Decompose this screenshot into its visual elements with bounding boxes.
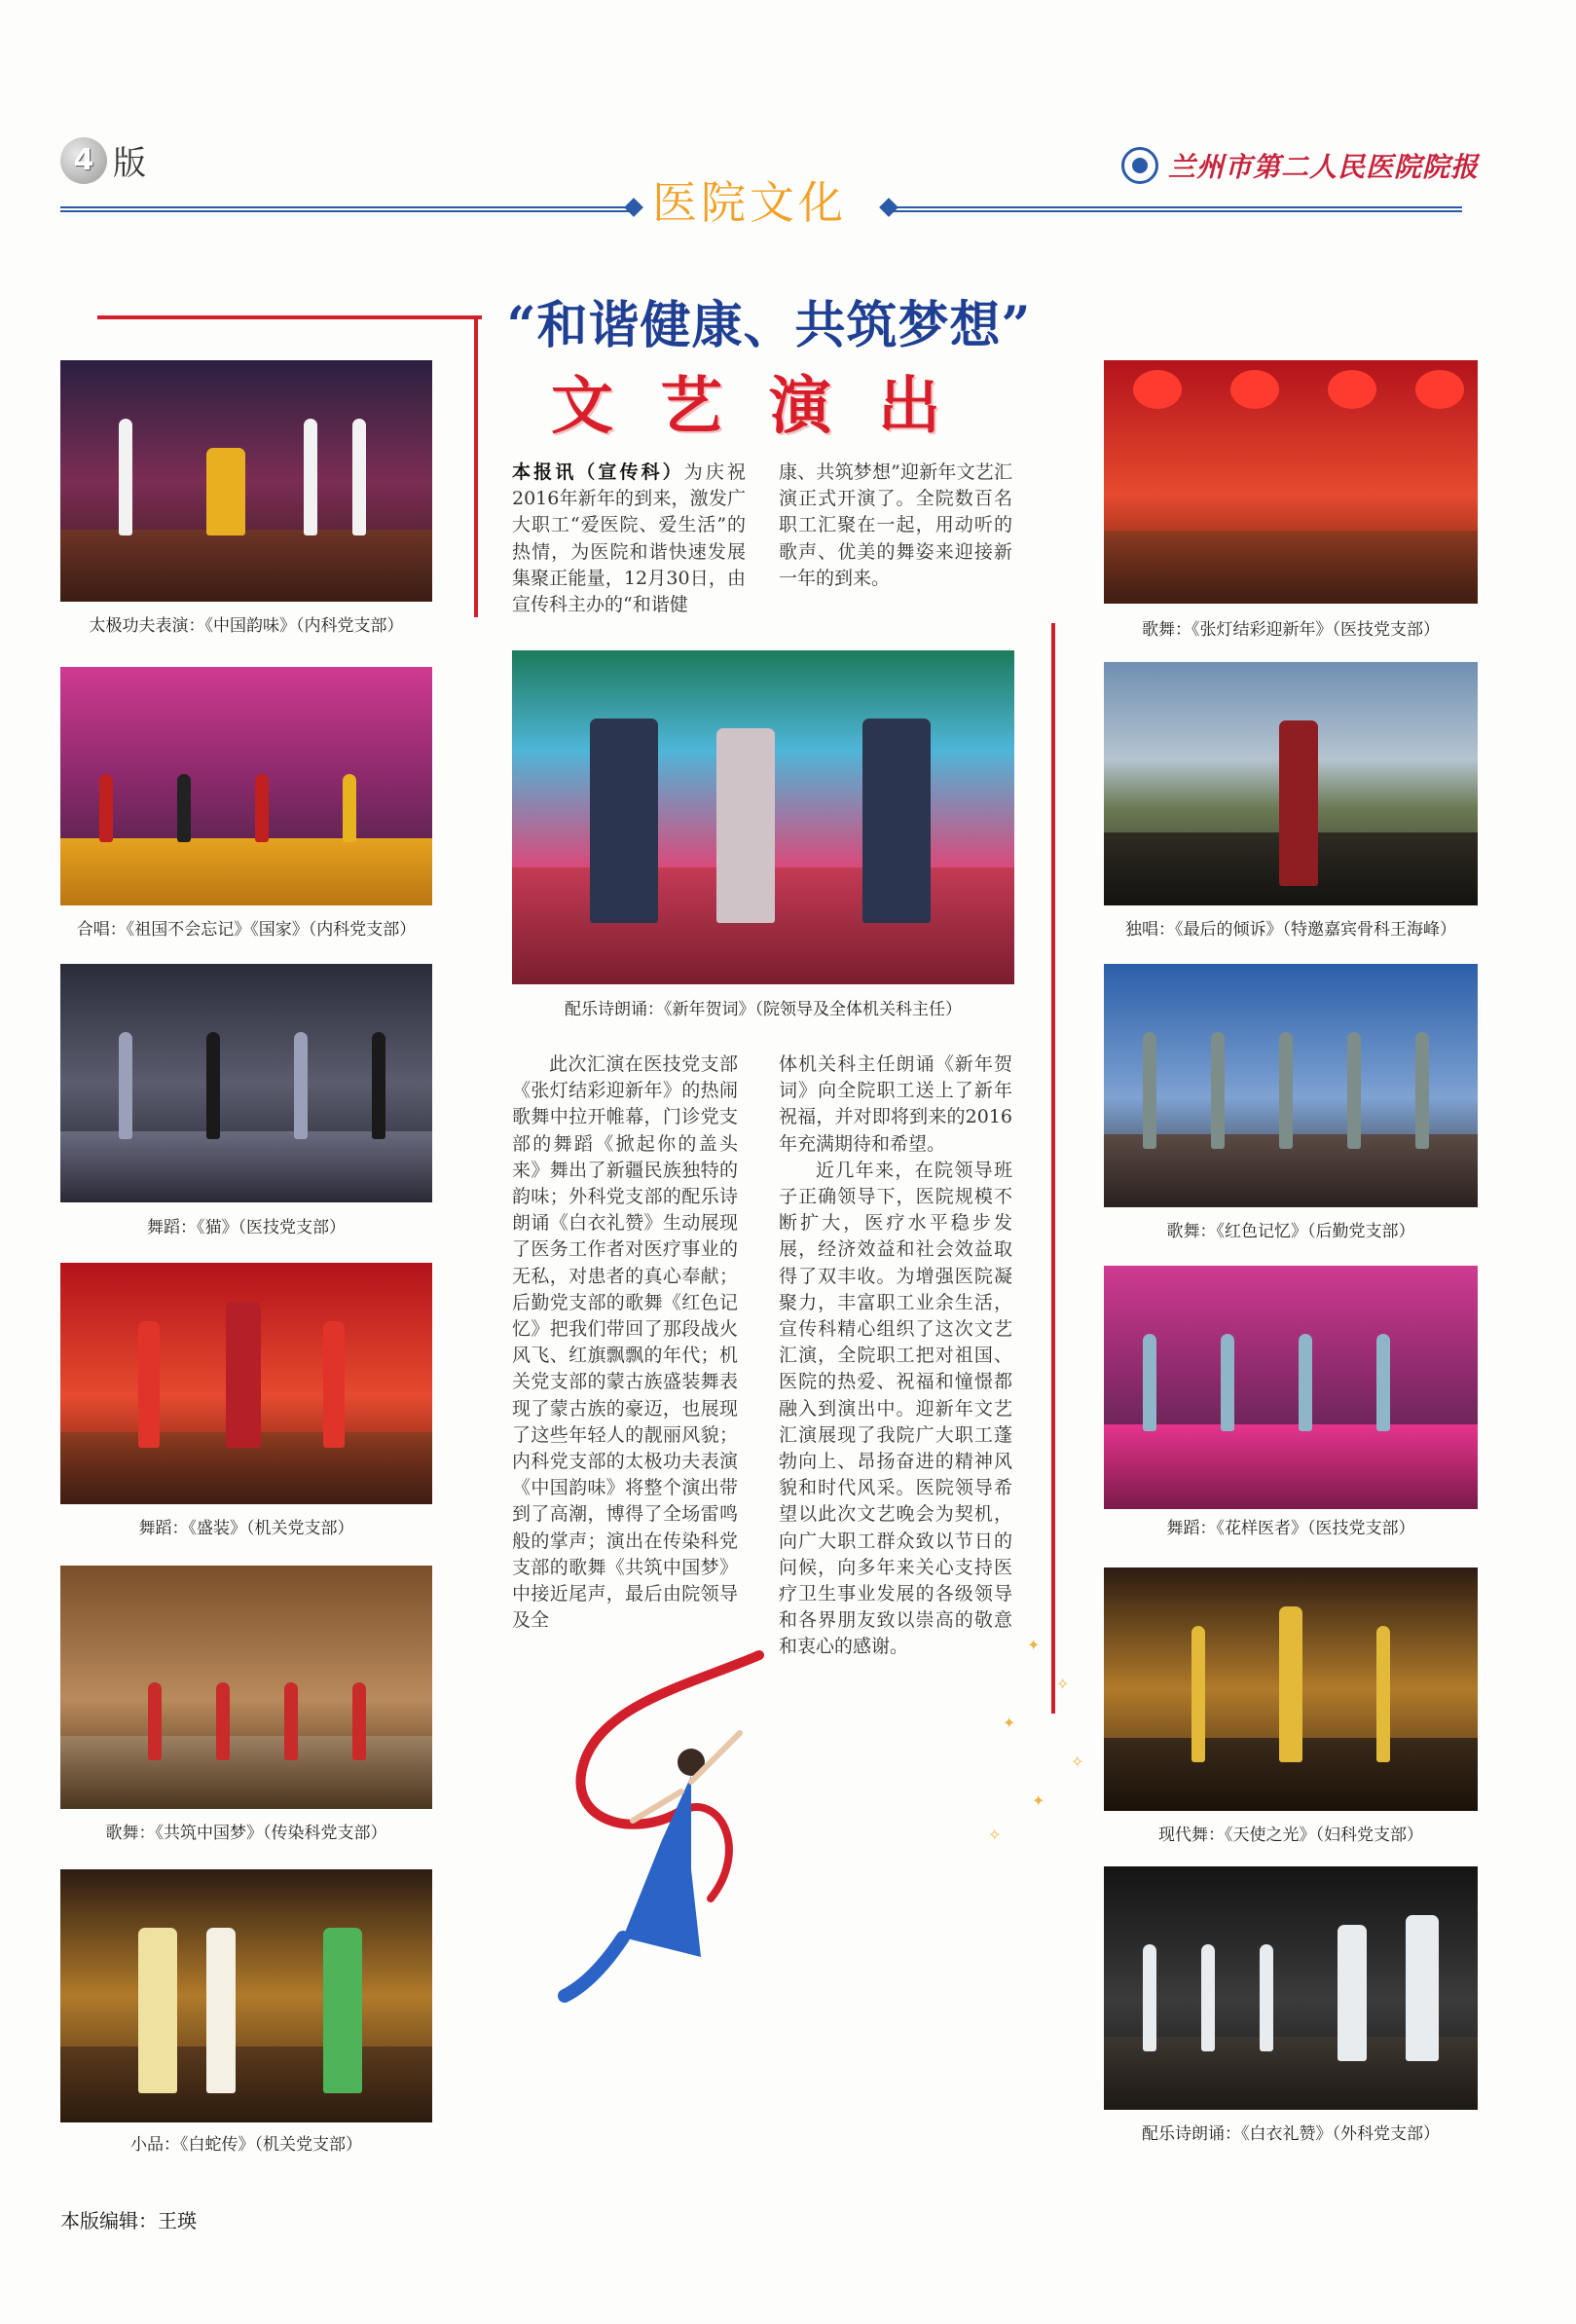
sparkle-decoration: ✦ — [1032, 1791, 1045, 1810]
photo-blooming-doctors — [1104, 1266, 1478, 1509]
decorative-rule — [474, 315, 478, 617]
sparkle-decoration: ✧ — [1056, 1675, 1070, 1693]
photo-taiji — [60, 360, 432, 602]
article-paragraph: 康、共筑梦想”迎新年文艺汇演正式开演了。全院数百名职工汇聚在一起，用动听的歌声、优美的舞姿来迎接新一年的到来。 — [779, 461, 1012, 589]
photo-white-coat — [1104, 1866, 1478, 2110]
sparkle-decoration: ✦ — [1027, 1636, 1041, 1654]
photo-caption: 歌舞：《张灯结彩迎新年》（医技党支部） — [1142, 620, 1440, 640]
photo-white-snake — [60, 1869, 432, 2122]
photo-mongolian-dance — [60, 1263, 432, 1504]
photo-caption: 小品：《白蛇传》（机关党支部） — [130, 2135, 362, 2155]
photo-angel-light — [1104, 1568, 1478, 1811]
dancer-illustration — [545, 1645, 779, 2015]
photo-caption: 歌舞：《红色记忆》（后勤党支部） — [1166, 1222, 1415, 1241]
article-column-2-intro — [779, 460, 1012, 592]
photo-new-year-address — [512, 650, 1014, 984]
photo-caption: 独唱：《最后的倾诉》（特邀嘉宾骨科王海峰） — [1125, 920, 1456, 940]
photo-red-memory — [1104, 964, 1478, 1207]
sparkle-decoration: ✦ — [1003, 1714, 1016, 1732]
hospital-logo-icon — [1121, 147, 1158, 184]
newspaper-masthead — [1121, 146, 1479, 185]
photo-cat-dance — [60, 964, 432, 1202]
photo-solo-singer — [1104, 662, 1478, 905]
photo-caption: 配乐诗朗诵：《新年贺词》（院领导及全体机关科主任） — [565, 1000, 962, 1019]
article-paragraph: 近几年来，在院领导班子正确领导下，医院规模不断扩大，医疗水平稳步发展，经济效益和社会效益取得了双丰收。为增强医院凝聚力，丰富职工业余生活，宣传科精心组织了这次文艺汇演，全院职工把对祖国、医院的热爱、祝福和憧憬都融入到演出中。迎新年文艺汇演展现了我院广大职工蓬勃向上、昂扬奋进的精神风貌和时代风采。医院领导希望以此次文艺晚会为契机，向广大职工群众致以节日的问候，向多年来关心支持医疗卫生事业发展的各级领导和各界朋友致以崇高的敬意和衷心的感谢。 — [779, 1159, 1012, 1658]
article-subheadline: 文艺演出 — [551, 370, 987, 443]
article-headline: “和谐健康、共筑梦想” — [506, 296, 1032, 355]
photo-caption: 太极功夫表演：《中国韵味》（内科党支部） — [89, 616, 404, 636]
article-column-1-intro — [512, 460, 746, 618]
article-byline: 本报讯（宣传科） — [512, 461, 684, 483]
newspaper-name: 兰州市第二人民医院院报 — [1167, 151, 1479, 183]
decorative-rule — [1051, 623, 1055, 1714]
photo-caption: 舞蹈：《花样医者》（医技党支部） — [1166, 1519, 1415, 1538]
photo-china-dream — [60, 1566, 432, 1809]
article-paragraph: 此次汇演在医技党支部《张灯结彩迎新年》的热闹歌舞中拉开帷幕，门诊党支部的舞蹈《掀起你的盖头来》舞出了新疆民族独特的韵味；外科党支部的配乐诗朗诵《白衣礼赞》生动展现了医务工作者对医疗事业的无私，对患者的真心奉献；后勤党支部的歌舞《红色记忆》把我们带回了那段战火风飞、红旗飘飘的年代；机关党支部的蒙古族盛装舞表现了蒙古族的豪迈，也展现了这些年轻人的靓丽风貌；内科党支部的太极功夫表演《中国韵味》将整个演出带到了高潮，博得了全场雷鸣般的掌声；演出在传染科党支部的歌舞《共筑中国梦》中接近尾声，最后由院领导及全 — [512, 1053, 738, 1632]
photo-caption: 合唱：《祖国不会忘记》《国家》（内科党支部） — [76, 920, 417, 940]
sparkle-decoration: ✧ — [1071, 1752, 1084, 1771]
photo-caption: 舞蹈：《盛装》（机关党支部） — [138, 1519, 354, 1538]
page-editor: 本版编辑：王瑛 — [60, 2209, 197, 2232]
photo-lanterns — [1104, 360, 1478, 604]
article-paragraph: 体机关科主任朗诵《新年贺词》向全院职工送上了新年祝福，并对即将到来的2016年充满期待和希望。 — [779, 1053, 1012, 1155]
article-column-2-body — [779, 1051, 1012, 1661]
sparkle-decoration: ✧ — [988, 1826, 1002, 1844]
page-number-suffix: 版 — [113, 144, 146, 183]
article-paragraph: 为庆祝2016年新年的到来，激发广大职工“爱医院、爱生活”的热情，为医院和谐快速发展集聚正能量，12月30日，由宣传科主办的“和谐健 — [512, 461, 746, 616]
decorative-rule — [97, 315, 482, 319]
photo-caption: 配乐诗朗诵：《白衣礼赞》（外科党支部） — [1142, 2124, 1440, 2144]
article-column-1-body — [512, 1051, 738, 1634]
photo-caption: 现代舞：《天使之光》（妇科党支部） — [1158, 1826, 1423, 1845]
photo-caption: 歌舞：《共筑中国梦》（传染科党支部） — [105, 1824, 387, 1843]
photo-caption: 舞蹈：《猫》（医技党支部） — [147, 1218, 346, 1237]
photo-chorus — [60, 667, 432, 905]
page-number — [60, 136, 146, 184]
page-number-badge: 4 — [60, 137, 107, 184]
section-title: 医院文化 — [652, 176, 847, 229]
